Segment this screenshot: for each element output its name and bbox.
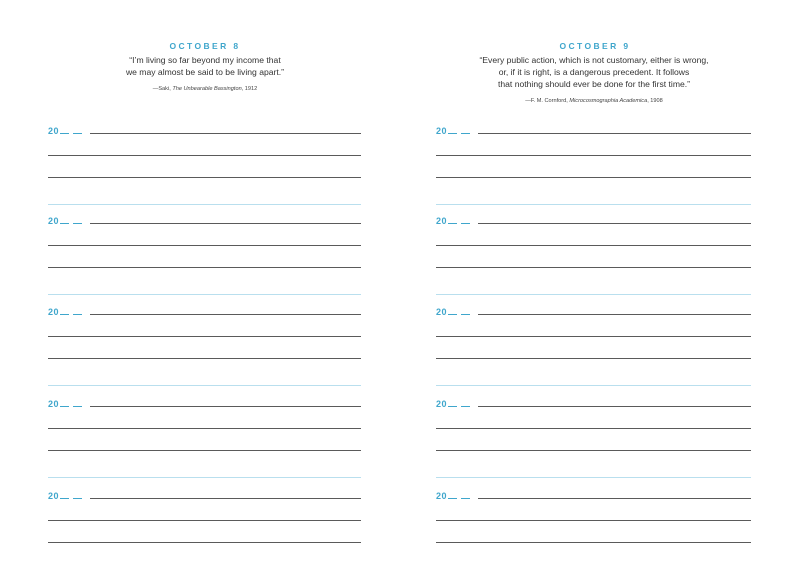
quote-line: or, if it is right, is a dangerous precedent. It follows	[498, 67, 690, 77]
quote-line: we may almost be said to be living apart.”	[125, 67, 285, 77]
writing-line[interactable]	[478, 223, 751, 224]
year-label: 20	[48, 491, 82, 501]
entry-separator	[436, 385, 751, 386]
writing-line[interactable]	[48, 245, 361, 246]
year-entry-block[interactable]	[48, 491, 361, 578]
writing-line[interactable]	[478, 498, 751, 499]
attribution-author: —Saki,	[152, 86, 173, 92]
entry-separator	[48, 204, 361, 205]
year-entry-block[interactable]	[48, 216, 361, 303]
writing-line[interactable]	[478, 133, 751, 134]
writing-line[interactable]	[48, 542, 361, 543]
writing-line[interactable]	[478, 314, 751, 315]
attribution-work: The Unbearable Bassington	[172, 86, 242, 92]
entry-separator	[48, 385, 361, 386]
writing-line[interactable]	[48, 336, 361, 337]
date-heading: OCTOBER 8	[169, 41, 241, 51]
year-label: 20	[436, 399, 470, 409]
writing-line[interactable]	[48, 520, 361, 521]
quote-attribution	[394, 98, 794, 104]
year-entry-block[interactable]	[436, 126, 751, 213]
year-label: 20	[436, 307, 470, 317]
writing-line[interactable]	[436, 450, 751, 451]
quote-line: “Every public action, which is not customary, either is wrong,	[479, 55, 709, 65]
writing-line[interactable]	[90, 498, 361, 499]
entry-separator	[436, 204, 751, 205]
writing-line[interactable]	[90, 314, 361, 315]
attribution-author: —F. M. Cornford,	[525, 98, 570, 104]
writing-line[interactable]	[436, 245, 751, 246]
writing-line[interactable]	[436, 358, 751, 359]
entry-separator	[436, 477, 751, 478]
year-label: 20	[436, 126, 470, 136]
attribution-year: , 1912	[241, 86, 258, 92]
writing-line[interactable]	[436, 542, 751, 543]
writing-line[interactable]	[436, 520, 751, 521]
year-entry-block[interactable]	[48, 307, 361, 394]
date-heading: OCTOBER 9	[559, 41, 631, 51]
writing-line[interactable]	[90, 406, 361, 407]
year-label: 20	[436, 491, 470, 501]
quote	[5, 54, 405, 78]
entry-separator	[48, 294, 361, 295]
year-label: 20	[436, 216, 470, 226]
writing-line[interactable]	[48, 450, 361, 451]
entry-separator	[48, 477, 361, 478]
writing-line[interactable]	[48, 428, 361, 429]
writing-line[interactable]	[90, 133, 361, 134]
year-entry-block[interactable]	[436, 307, 751, 394]
writing-line[interactable]	[436, 155, 751, 156]
year-entry-block[interactable]	[48, 126, 361, 213]
quote	[394, 54, 794, 90]
quote-line: that nothing should ever be done for the first time.”	[497, 79, 691, 89]
year-entry-block[interactable]	[436, 399, 751, 486]
year-entry-block[interactable]	[436, 216, 751, 303]
year-label: 20	[48, 399, 82, 409]
year-label: 20	[48, 307, 82, 317]
writing-line[interactable]	[48, 267, 361, 268]
quote-attribution	[5, 86, 405, 92]
writing-line[interactable]	[436, 177, 751, 178]
year-entry-block[interactable]	[48, 399, 361, 486]
quote-line: “I’m living so far beyond my income that	[129, 55, 281, 65]
year-entry-block[interactable]	[436, 491, 751, 578]
writing-line[interactable]	[48, 177, 361, 178]
year-label: 20	[48, 126, 82, 136]
writing-line[interactable]	[436, 336, 751, 337]
writing-line[interactable]	[436, 428, 751, 429]
entry-separator	[436, 294, 751, 295]
attribution-work: Microcosmographia Academica	[569, 98, 648, 104]
writing-line[interactable]	[478, 406, 751, 407]
writing-line[interactable]	[48, 155, 361, 156]
writing-line[interactable]	[48, 358, 361, 359]
attribution-year: , 1908	[647, 98, 663, 104]
writing-line[interactable]	[436, 267, 751, 268]
right-page	[400, 0, 800, 585]
year-label: 20	[48, 216, 82, 226]
writing-line[interactable]	[90, 223, 361, 224]
